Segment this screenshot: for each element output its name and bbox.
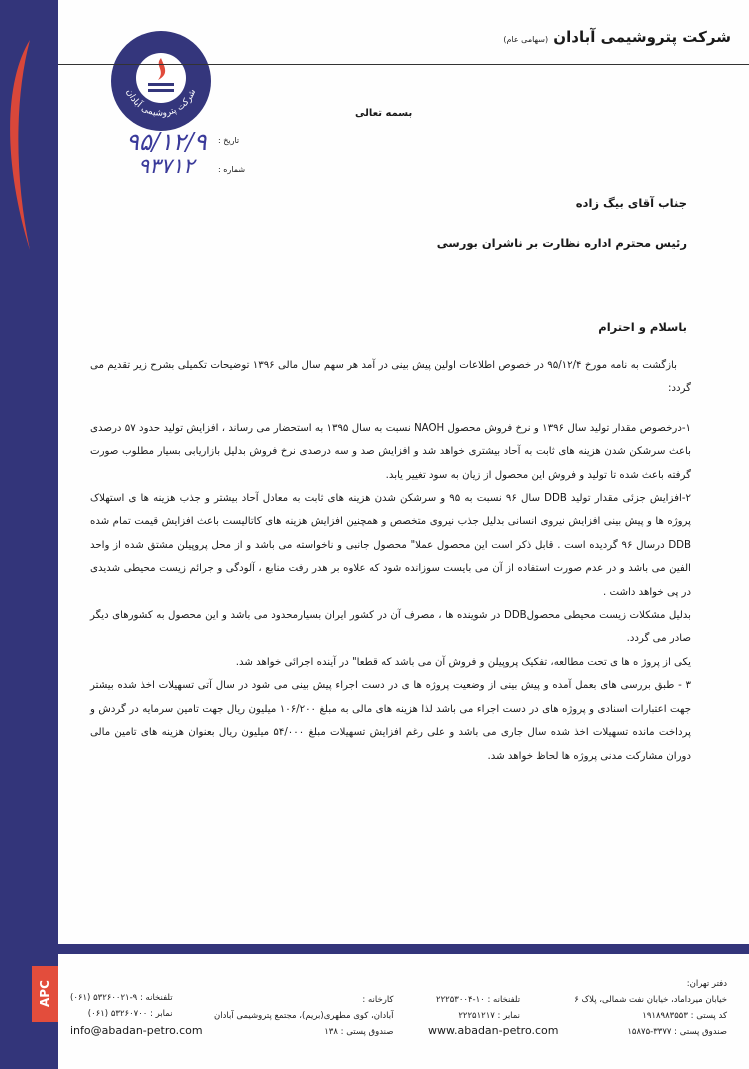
company-logo [108, 28, 214, 134]
factory-address: آبادان، کوی مطهری(بریم)، مجتمع پتروشیمی آبادان [214, 1011, 394, 1021]
website-link[interactable]: www.abadan-petro.com [428, 1024, 559, 1037]
greeting: باسلام و احترام [598, 320, 687, 334]
recipient-name: جناب آقای بیگ زاده [575, 196, 687, 210]
letter-body [90, 354, 691, 768]
tehran-address: خیابان میرداماد، خیابان نفت شمالی، پلاک ۶ [574, 995, 727, 1005]
factory-title: کارخانه : [362, 995, 394, 1005]
number-handwritten: ۹۳۷۱۲ [138, 154, 195, 178]
paragraph-3: بدلیل مشکلات زیست محیطی محصولDDB در شوینده ها ، مصرف آن در کشور ایران بسیارمحدود می باشد و این محصول به کشورهای دیگر صادر می گردد. [90, 610, 691, 645]
factory-contact [70, 990, 173, 1022]
paragraph-4: یکی از پروژ ه ها ی تحت مطالعه، تفکیک پروپیلن و فروش آن می باشد که قطعا" در آینده اجرائی خواهد شد. [235, 656, 691, 668]
factory-office [214, 992, 393, 1040]
tehran-postal: کد پستی : ۱۹۱۸۹۸۳۵۵۳ [642, 1011, 727, 1021]
footer-band [58, 944, 749, 954]
sidebar-flame-decoration [0, 40, 30, 250]
factory-pobox: صندوق پستی : ۱۳۸ [324, 1027, 394, 1037]
paragraph-5: ۳ - طبق بررسی های بعمل آمده و پیش بینی از وضعیت پروژه ها ی در دست اجراء پیش بینی می شود در سال آتی تسهیلات اخذ شده بیشتر جهت اعتبارات اسنادی و پروژه های در دست اجراء می باشد لذا هزینه های مالی به مبلغ ۱۰۶/۲۰۰ میلیون ریال جهت تامین سرمایه در گردش و پرداخت مانده تسهیلات اخذ شده سال جاری می باشد و علی رغم افزایش تسهیلات مبلغ ۵۴/۰۰۰ میلیون ریال بعنوان هزینه های تامین مالی دوران مشارکت مدنی پروژه ها لحاظ خواهد شد. [90, 680, 691, 762]
invocation: بسمه تعالی [355, 108, 413, 119]
tehran-phone: تلفنخانه : ۱۰-۲۲۲۵۳۰۰۴ [436, 995, 521, 1005]
factory-fax: نمابر : ۵۳۲۶۰۷۰۰ (۰۶۱) [87, 1009, 173, 1019]
tehran-pobox: صندوق پستی : ۳۳۷۷-۱۵۸۷۵ [627, 1027, 727, 1037]
recipient-position: رئیس محترم اداره نظارت بر ناشران بورسی [436, 236, 687, 250]
tehran-office [574, 976, 727, 1040]
date-handwritten: ۹۵/۱۲/۹ [126, 128, 207, 156]
company-name: شرکت پتروشیمی آبادان (سهامی عام) [503, 28, 731, 46]
header-rule [58, 64, 749, 65]
apc-badge: APC [32, 966, 58, 1022]
tehran-fax: نمابر : ۲۲۲۵۱۲۱۷ [458, 1011, 521, 1021]
tehran-title: دفتر تهران: [686, 979, 727, 989]
paragraph-intro: بازگشت به نامه مورخ ۹۵/۱۲/۴ در خصوص اطلاعات اولین پیش بینی در آمد هر سهم سال مالی ۱۳۹۶ توضیحات تکمیلی بشرح زیر تقدیم می گردد: [90, 360, 691, 395]
tehran-contact [436, 992, 520, 1024]
email-link[interactable]: info@abadan-petro.com [70, 1024, 203, 1037]
logo-text: شرکت پتروشیمی آبادان [123, 87, 199, 119]
date-label: تاریخ : [218, 136, 240, 145]
paragraph-1: ۱-درخصوص مقدار تولید سال ۱۳۹۶ و نرخ فروش محصول NAOH نسبت به سال ۱۳۹۵ به استحضار می رساند ، افزایش تولید حدود ۵۷ درصدی باعث سرشکن شدن هزینه های ثابت به آحاد بیشتری خواهد شد و افزایش صد و سه درصدی نرخ فروش بدلیل بازاریابی بسیار مطلوب صورت گرفته باعث شده تا تولید و فروش این محصول از زیان به سود تغییر یابد. [90, 422, 692, 481]
paragraph-2: ۲-افزایش جزئی مقدار تولید DDB سال ۹۶ نسبت به ۹۵ و سرشکن شدن هزینه های ثابت به معادل آحاد بیشتر و جذب هزینه ها ی استهلاک پروژه ها و پیش بینی افزایش نیروی انسانی بدلیل جذب نیروی متخصص و همچنین افزایش هزینه های کاتالیست باعث افزایش قیمت تمام شده DDB درسال ۹۶ گردیده است . قابل ذکر است این محصول عملا" محصول جانبی و ناخواسته می باشد و از محل پروپیلن مشتق شده از واحد الفین می باشد و در عدم صورت استفاده از آن می بایست سوزانده شود که علاوه بر هدر رفت منابع ، آلودگی و جرائم زیست محیطی شدیدی در پی خواهد داشت . [90, 493, 691, 598]
number-label: شماره : [218, 165, 246, 174]
factory-phone: تلفنخانه : ۹-۵۳۲۶۰۰۲۱ (۰۶۱) [70, 993, 173, 1003]
